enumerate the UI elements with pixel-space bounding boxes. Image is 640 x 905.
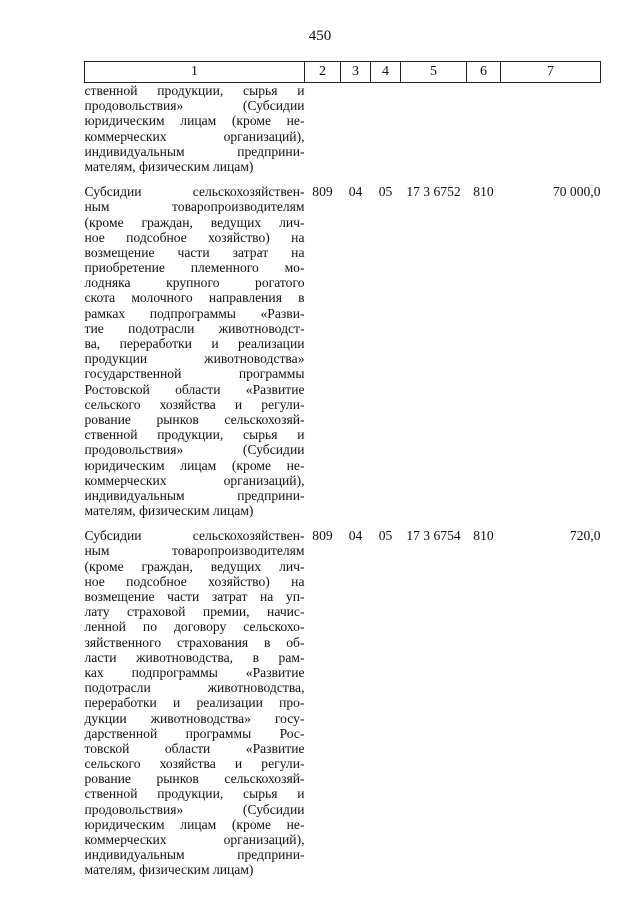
- text-line: возмещение части затрат на уп-: [84, 589, 305, 604]
- text-line: товской области «Развитие: [84, 740, 305, 756]
- text-line: юридическим лицам (кроме не-: [84, 113, 305, 129]
- text-line: продукции животноводства»: [84, 351, 305, 367]
- text-line: Субсидии сельскохозяйствен-: [84, 528, 305, 544]
- text-line: коммерческих организаций),: [84, 832, 305, 847]
- header-col-5: 5: [401, 62, 467, 83]
- text-line: сельского хозяйства и регули-: [84, 756, 305, 772]
- row-description: [85, 528, 305, 887]
- text-line: индивидуальным предприни-: [84, 143, 305, 159]
- text-line: зяйственного страхования в об-: [84, 634, 305, 650]
- text-line: мателям, физическим лицам): [84, 158, 254, 174]
- cell-target-article: 17 3 6754: [406, 528, 461, 544]
- cell-expense-type: 810: [473, 528, 494, 544]
- cell-ministry-code: 809: [312, 528, 333, 544]
- text-line: переработки и реализации про-: [84, 695, 305, 711]
- text-line: мателям, физическим лицам): [84, 503, 254, 519]
- header-col-7: 7: [501, 62, 601, 83]
- text-line: приобретение племенного мо-: [84, 260, 305, 276]
- table-header: [85, 62, 601, 83]
- text-line: мателям, физическим лицам): [84, 862, 254, 878]
- cell-section: 04: [348, 528, 363, 544]
- text-line: продовольствия» (Субсидии: [84, 98, 305, 114]
- text-line: тие подотрасли животноводст-: [84, 320, 305, 336]
- continuation-description: [85, 83, 305, 185]
- text-line: индивидуальным предприни-: [84, 487, 305, 503]
- text-line: ственной продукции, сырья и: [84, 786, 305, 802]
- text-line: скота молочного направления в: [84, 290, 305, 306]
- text-line: Ростовской области «Развитие: [84, 381, 305, 397]
- text-line: Субсидии сельскохозяйствен-: [84, 184, 305, 200]
- cell-subsection: 05: [378, 528, 393, 544]
- text-line: коммерческих организаций),: [84, 128, 305, 144]
- cell-section: 04: [348, 184, 363, 200]
- budget-table: [84, 61, 601, 888]
- text-line: ственной продукции, сырья и: [84, 427, 305, 443]
- cell-amount: 70 000,0: [552, 184, 601, 200]
- text-line: юридическим лицам (кроме не-: [84, 457, 305, 473]
- text-line: возмещение части затрат на: [84, 244, 305, 260]
- header-col-3: 3: [341, 62, 371, 83]
- text-line: подотрасли животноводства,: [84, 680, 305, 696]
- text-line: сельского хозяйства и регули-: [84, 396, 305, 412]
- row-description: [85, 184, 305, 528]
- header-col-4: 4: [371, 62, 401, 83]
- text-line: ным товаропроизводителям: [84, 543, 305, 559]
- table-row: [85, 184, 601, 528]
- text-line: индивидуальным предприни-: [84, 847, 305, 863]
- text-line: коммерческих организаций),: [84, 472, 305, 488]
- text-line: (кроме граждан, ведущих лич-: [84, 558, 305, 574]
- header-col-6: 6: [467, 62, 501, 83]
- header-col-2: 2: [305, 62, 341, 83]
- text-line: рование рынков сельскохозяй-: [84, 771, 305, 787]
- text-line: ва, переработки и реализации: [84, 336, 305, 351]
- text-line: ласти животноводства, в рам-: [84, 649, 305, 665]
- text-line: продовольствия» (Субсидии: [84, 801, 305, 817]
- table-row: [85, 528, 601, 887]
- text-line: юридическим лицам (кроме не-: [84, 816, 305, 832]
- text-line: продовольствия» (Субсидии: [84, 442, 305, 458]
- continuation-row: [85, 83, 601, 185]
- text-line: государственной программы: [84, 366, 305, 382]
- text-line: ное подсобное хозяйство) на: [84, 229, 305, 245]
- text-line: дукции животноводства» госу-: [84, 710, 305, 726]
- text-line: ным товаропроизводителям: [84, 199, 305, 215]
- text-line: (кроме граждан, ведущих лич-: [84, 214, 305, 230]
- text-line: ленной по договору сельскохо-: [84, 619, 305, 635]
- text-line: ственной продукции, сырья и: [84, 83, 305, 98]
- cell-ministry-code: 809: [312, 184, 333, 200]
- page-number: 450: [308, 28, 332, 44]
- text-line: лату страховой премии, начис-: [84, 604, 305, 620]
- text-line: дарственной программы Рос-: [84, 725, 305, 741]
- cell-subsection: 05: [378, 184, 393, 200]
- cell-amount: 720,0: [569, 528, 601, 544]
- header-col-1: 1: [85, 62, 305, 83]
- text-line: лодняка крупного рогатого: [84, 275, 305, 291]
- text-line: рамках подпрограммы «Разви-: [84, 305, 305, 321]
- text-line: рование рынков сельскохозяй-: [84, 411, 305, 427]
- text-line: ное подсобное хозяйство) на: [84, 573, 305, 589]
- cell-expense-type: 810: [473, 184, 494, 200]
- text-line: ках подпрограммы «Развитие: [84, 664, 305, 680]
- cell-target-article: 17 3 6752: [406, 184, 461, 200]
